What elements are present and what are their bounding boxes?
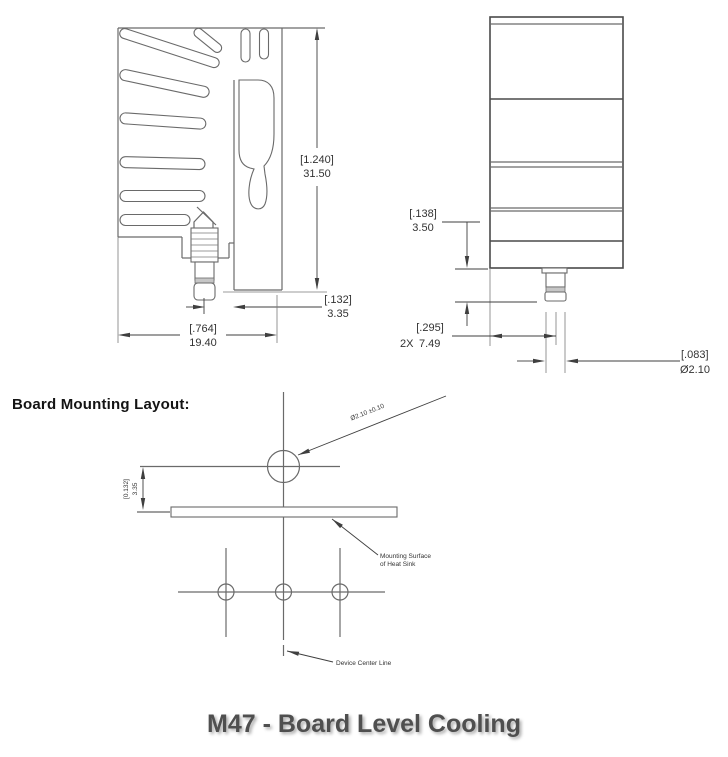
fin-slot-8 bbox=[241, 29, 250, 62]
clip-slot bbox=[239, 80, 274, 209]
hole-dia-leader bbox=[298, 396, 446, 455]
dim-pin-mm: 3.50 bbox=[412, 222, 434, 234]
dim-pitch-in: [.295] bbox=[416, 322, 444, 334]
body-segment-lines bbox=[490, 24, 623, 241]
pin-body bbox=[546, 273, 565, 287]
device-centerline-leader bbox=[287, 651, 392, 667]
hole-dia-label: Ø2.10 ±0.10 bbox=[349, 402, 386, 423]
dim-height bbox=[300, 28, 334, 290]
dim-board-offset bbox=[123, 467, 170, 512]
mounting-surface-label-1: Mounting Surface bbox=[380, 553, 431, 560]
dim-width bbox=[118, 323, 277, 349]
pin-groove bbox=[546, 287, 565, 292]
fin-slot-6 bbox=[120, 215, 190, 226]
fin-slot-5 bbox=[120, 191, 205, 202]
dim-pin-pitch bbox=[400, 322, 556, 350]
dim-pin-in: [.138] bbox=[409, 208, 437, 220]
heatsink-side-view bbox=[118, 27, 352, 349]
dim-board-offset-mm: 3.35 bbox=[132, 482, 139, 496]
heatsink-front-view bbox=[400, 17, 710, 376]
dim-height-mm: 31.50 bbox=[303, 168, 331, 180]
dim-board-offset-in: [0.132] bbox=[123, 479, 130, 499]
pin-cap bbox=[545, 292, 566, 301]
dim-dia-in: [.083] bbox=[681, 349, 709, 361]
stud-pin bbox=[195, 262, 214, 280]
dim-height-in: [1.240] bbox=[300, 154, 334, 166]
mounting-surface-bar bbox=[171, 507, 397, 517]
board-mounting-layout bbox=[123, 392, 446, 667]
body-outline bbox=[490, 17, 623, 268]
dim-width-in: [.764] bbox=[189, 323, 217, 335]
mounting-pin bbox=[542, 268, 567, 301]
stud-pin-cap bbox=[194, 283, 215, 300]
drawing-title: M47 - Board Level Cooling bbox=[207, 710, 521, 738]
fin-slot-2 bbox=[119, 69, 210, 99]
pin-flange bbox=[542, 268, 567, 273]
dim-offset-mm: 3.35 bbox=[327, 308, 349, 320]
threaded-stud bbox=[191, 212, 218, 314]
dim-pitch-qty: 2X bbox=[400, 338, 414, 350]
dim-pin-length bbox=[409, 208, 537, 326]
fin-slot-7 bbox=[192, 27, 223, 55]
dim-width-mm: 19.40 bbox=[189, 337, 217, 349]
dim-dia-mm: Ø2.10 bbox=[680, 364, 710, 376]
dim-offset-in: [.132] bbox=[324, 294, 352, 306]
section-label: Board Mounting Layout: bbox=[12, 396, 190, 413]
pin-hole-pattern bbox=[178, 548, 385, 637]
fin-slot-4 bbox=[120, 157, 205, 170]
stud-pin-groove bbox=[195, 278, 214, 283]
mounting-surface-leader bbox=[332, 519, 431, 568]
fin-slot-3 bbox=[120, 113, 207, 130]
device-centerline-label: Device Center Line bbox=[336, 660, 392, 667]
fin-slot-9 bbox=[260, 29, 269, 59]
dim-pitch-mm: 7.49 bbox=[419, 338, 441, 350]
mounting-surface-label-2: of Heat Sink bbox=[380, 561, 416, 568]
